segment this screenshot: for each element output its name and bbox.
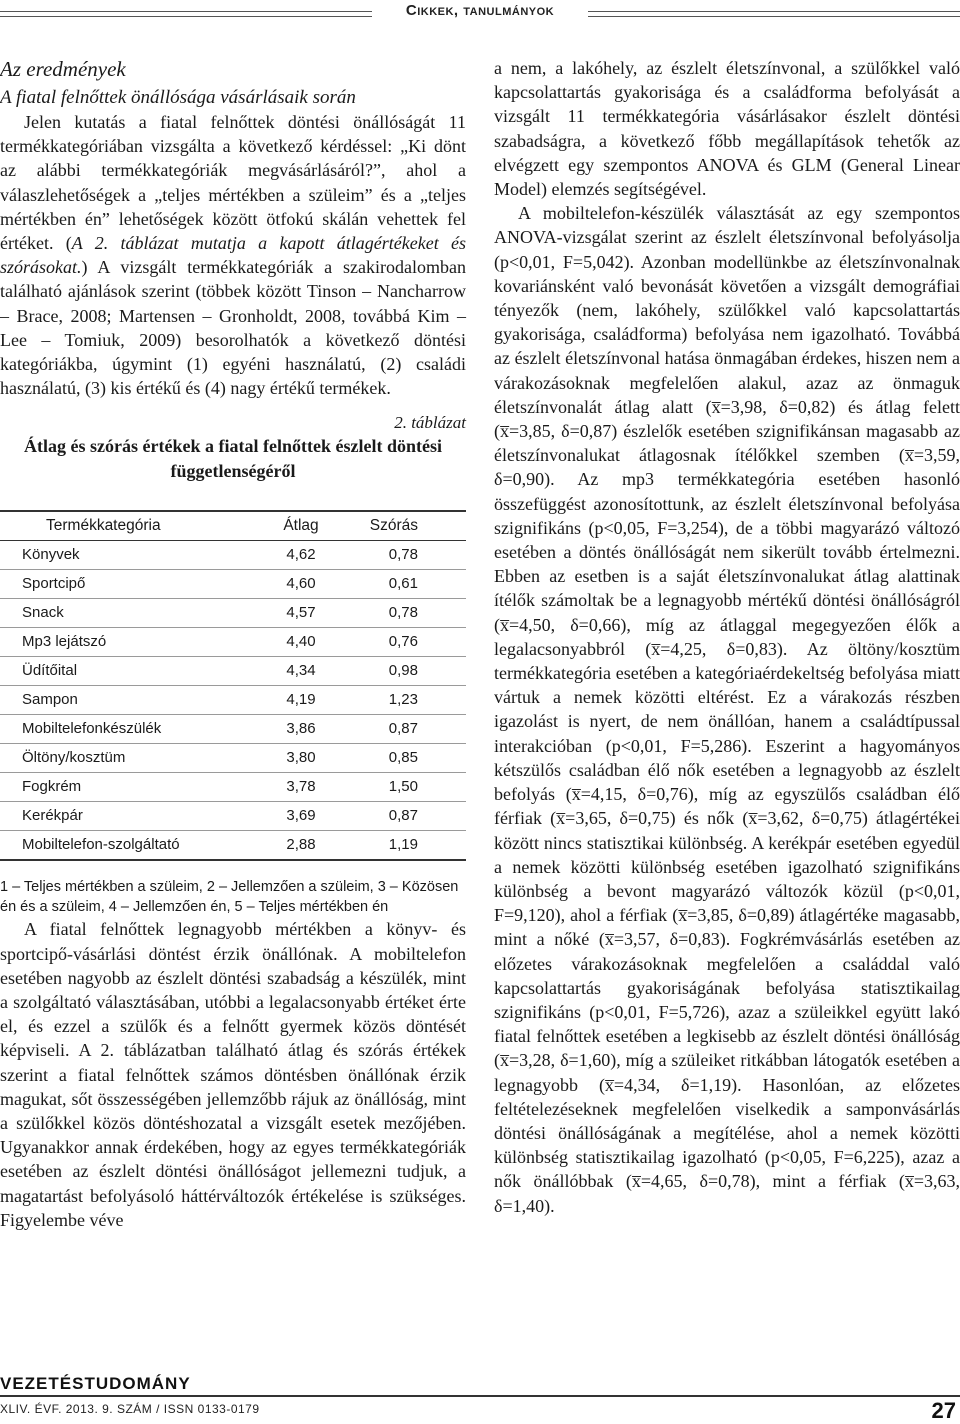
column-header: Átlag — [236, 511, 366, 541]
left-column — [0, 56, 466, 1232]
table-cell: Fogkrém — [0, 773, 236, 802]
table-cell: 0,87 — [366, 802, 466, 831]
table-row — [0, 628, 466, 657]
table-cell: Sampon — [0, 686, 236, 715]
table-cell: 1,23 — [366, 686, 466, 715]
table-cell: Sportcipő — [0, 570, 236, 599]
table-cell: 4,34 — [236, 657, 366, 686]
table-row — [0, 657, 466, 686]
table-row — [0, 715, 466, 744]
column-header: Szórás — [366, 511, 466, 541]
table-note: 1 – Teljes mértékben a szüleim, 2 – Jellemzően a szüleim, 3 – Közösen én és a szüleim, 4 – Jellemzően én, 5 – Teljes mértékben én — [0, 879, 459, 916]
header-rule-right — [588, 11, 960, 17]
table-cell: 4,62 — [236, 541, 366, 570]
table-row — [0, 599, 466, 628]
paragraph-text: ) A vizsgált termékkategóriák a szakirodalomban található ajánlások szerint (többek között Tinson – Nancharrow – Brace, 2008; Martensen – Gronholdt, 2008, továbbá Kim – Lee – Tomiuk, 2009) besorolhatók a következő döntési kategóriákba, úgymint (1) egyéni használatú, (2) családi használatú, (3) kis értékű és (4) nagy értékű termékek. — [0, 257, 466, 399]
paragraph: A mobiltelefon-készülék választását az egy szempontos ANOVA-vizsgálat szerint az észlelt életszínvonal befolyásolja (p<0,01, F=5,042). Azonban modellünkbe az életszínvonalnak kovariánsként való bevonását követően a vizsgált demográfiai tényezők (nem, lakóhely, szülőkkel való kapcsolattartás gyakorisága, családforma) befolyása nem igazolható. Továbbá az észlelt életszínvonal hatása önmagában érdekes, hiszen nem a várakozásoknak megfelelően alakul, azaz az önmaguk életszínvonalát átlag alatt (x̅=3,98, δ=0,82) és átlag felett (x̅=3,85, δ=0,87) észlelők esetében szignifikánsan magasabb az életszínvonalukat átlagosnak ítélőkkel szemben (x̅=3,59, δ=0,90). Az mp3 termékkategória esetében hasonló összefüggést azonosítottunk, az észlelt életszínvonal befolyása szignifikáns (p<0,05, F=3,254), de a többi magyarázó változó esetében a döntés önállóságát nem sikerült tovább értelmezni. Ebben az esetben is a saját életszínvonalukat átlag alattinak ítélők számoltak be a legnagyobb mértékű döntési önállóságról (x̅=4,50, δ=0,66), míg az átlaggal megegyezően élők a legalacsonyabbról (x̅=4,25, δ=0,83). Az öltöny/kosztüm termékkategória esetében a kategóriaérdekeltség befolyása miatt vártuk a nemek közötti eltérést. Ez a várakozás részben igazolást is nyert, de nem önállóan, hanem a családtípussal interakcióban (p<0,01, F=5,286). Eszerint a hagyományos kétszülős családban élő nők esetében a legnagyobb az észlelt befolyás (x̅=4,15, δ=0,76), míg az egyszülős családban élő férfiak (x̅=3,65, δ=0,75) és nők (x̅=3,62, δ=0,75) átlagértékei között nincs statisztikai különbség. A kerékpár esetében egyedül a nemek közötti különbség esetében igazolható szignifikáns különbség a bevont magyarázó változók közül (p<0,01, F=9,120), ahol a férfiak (x̅=3,85, δ=0,89) átlagértéke magasabb, mint a nőké (x̅=3,57, δ=0,83). Fogkrémvásárlás esetében az előzetes várakozásoknak megfelelően a családdal való kapcsolattartás gyakoriságának befolyása statisztikailag szignifikáns (p<0,01, F=5,726), azaz a szüleikkel együtt lakó fiatal felnőttek esetében a legkisebb az észlelt döntési önállóság (x̅=3,28, δ=1,60), míg a szüleiket ritkábban látogatók esetében a legnagyobb (x̅=4,34, δ=1,19). Hasonlóan, az előzetes feltételezéseknek megfelelően viselkedik a samponvásárlás döntési önállóságának a megítélése, ahol a nemek közötti különbség statisztikailag igazolható (p<0,05, F=6,225), azaz a nők önállóbbak (x̅=4,65, δ=0,78), mint a férfiak (x̅=3,63, δ=1,40). — [494, 203, 960, 1216]
table-cell: 0,61 — [366, 570, 466, 599]
paragraph-text: Jelen kutatás a fiatal felnőttek döntési önállóságát 11 termékkategóriában vizsgálta a következő kérdéssel: „Ki dönt az alábbi termékkategóriák megvásárlásáról?”, ahol a válaszlehetőségek a „teljes mértékben a szüleim” és a „teljes mértékben én” lehetőségek között ötfokú skálán vehettek fel értéket. ( — [0, 112, 466, 254]
table-cell: 3,69 — [236, 802, 366, 831]
table-cell: Mobiltelefon-szolgáltató — [0, 831, 236, 861]
journal-name: VEZETÉSTUDOMÁNY — [0, 1374, 191, 1393]
table-row — [0, 541, 466, 570]
right-column — [494, 56, 960, 1218]
table-cell: 1,19 — [366, 831, 466, 861]
table-cell: Üdítőital — [0, 657, 236, 686]
table-row — [0, 570, 466, 599]
issue-info: XLIV. ÉVF. 2013. 9. SZÁM / ISSN 0133-0179 — [0, 1402, 260, 1416]
table-cell: Snack — [0, 599, 236, 628]
table-cell: 0,98 — [366, 657, 466, 686]
section-heading: Az eredmények — [0, 57, 126, 81]
table-row — [0, 744, 466, 773]
table-cell: 3,80 — [236, 744, 366, 773]
table-cell: 3,86 — [236, 715, 366, 744]
column-header: Termékkategória — [0, 511, 236, 541]
paragraph: A fiatal felnőttek legnagyobb mértékben a könyv- és sportcipő-vásárlási döntést érzik önállónak. A mobiltelefon esetében nagyobb az észlelt döntési szabadság a készülék, mint a szolgáltató választásában, utóbbi a legalacsonyabb értéket érte el, és ezzel a szülők és a felnőtt gyermek közös döntését képviseli. A 2. táblázatban található átlag és szórás értékek szerint a fiatal felnőttek számos döntésben önállónak érzik magukat, sőt összességében jellemzőbb rájuk az önállóság, mint a szülőkkel közös döntéshozatal a vizsgált esetek mezőjében. Ugyanakkor annak érdekében, hogy az egyes termékkategóriák esetében az észlelt döntési önállóságot jellemezni tudjuk, a magatartást befolyásoló háttérváltozók értékelése is szükséges. Figyelembe véve — [0, 919, 466, 1230]
paragraph — [0, 110, 466, 400]
table-cell: Mp3 lejátszó — [0, 628, 236, 657]
table-cell: 4,57 — [236, 599, 366, 628]
table-row — [0, 802, 466, 831]
table-cell: 4,60 — [236, 570, 366, 599]
section-title: Cikkek, tanulmányok — [405, 2, 555, 19]
table-cell: Kerékpár — [0, 802, 236, 831]
paragraph: a nem, a lakóhely, az észlelt életszínvonal, a szülőkkel való kapcsolattartás gyakorisága és a családforma befolyását a vizsgált 11 termékkategória vásárlásakor észlelt döntési szabadságra, a következő főbb megállapítások tehetők az elvégzett egy szempontos ANOVA és GLM (General Linear Model) elemzés segítségével. — [494, 58, 960, 200]
table-header-row — [0, 511, 466, 541]
table-number: 2. táblázat — [394, 413, 466, 433]
table-cell: 4,40 — [236, 628, 366, 657]
table-cell: 0,78 — [366, 541, 466, 570]
table-reference: A 2. táblázat mutatja a kapott átlagértékeket és szórásokat. — [0, 233, 466, 278]
table-row — [0, 773, 466, 802]
table-cell: 0,87 — [366, 715, 466, 744]
header-rule-left — [0, 11, 372, 17]
table-row — [0, 686, 466, 715]
table-row — [0, 831, 466, 861]
table-title: Átlag és szórás értékek a fiatal felnőttek észlelt döntési függetlenségéről — [24, 436, 442, 482]
table-cell: 0,85 — [366, 744, 466, 773]
table-cell: 1,50 — [366, 773, 466, 802]
footer-rule — [0, 1395, 960, 1397]
table-cell: 2,88 — [236, 831, 366, 861]
subsection-heading: A fiatal felnőttek önállósága vásárlásaik során — [0, 87, 356, 108]
table-cell: Öltöny/kosztüm — [0, 744, 236, 773]
table-cell: Mobiltelefonkészülék — [0, 715, 236, 744]
table-cell: Könyvek — [0, 541, 236, 570]
table-cell: 0,78 — [366, 599, 466, 628]
page-number: 27 — [931, 1398, 956, 1423]
table-cell: 3,78 — [236, 773, 366, 802]
table-cell: 0,76 — [366, 628, 466, 657]
results-table — [0, 510, 466, 861]
running-header — [0, 2, 960, 24]
table-cell: 4,19 — [236, 686, 366, 715]
